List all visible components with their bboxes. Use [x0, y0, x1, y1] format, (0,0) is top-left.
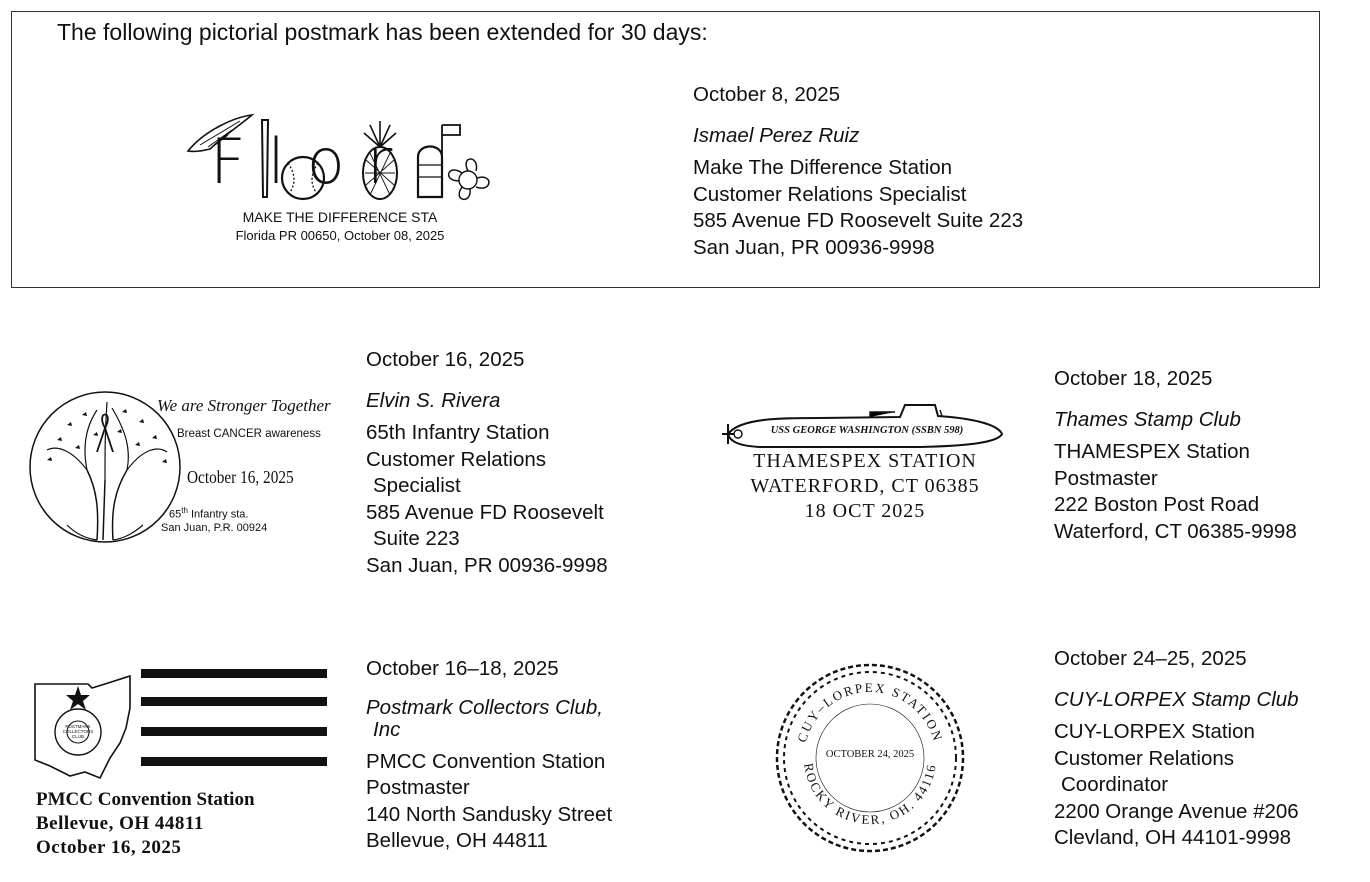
pmcc-date: October 16–18, 2025: [366, 657, 559, 680]
infantry-address2: Suite 223: [373, 527, 460, 550]
cuy-title1: Customer Relations: [1054, 746, 1235, 770]
infantry-stamp-sta-num: 65: [169, 508, 182, 521]
thamespex-address2: Waterford, CT 06385-9998: [1054, 519, 1297, 543]
florida-title: Customer Relations Specialist: [693, 182, 967, 206]
florida-date: October 8, 2025: [693, 83, 841, 106]
cuy-sponsor: CUY-LORPEX Stamp Club: [1054, 687, 1299, 711]
florida-station: Make The Difference Station: [693, 156, 953, 179]
florida-sponsor: Ismael Perez Ruiz: [693, 123, 860, 147]
cuy-title2: Coordinator: [1061, 773, 1169, 796]
svg-text:ROCKY RIVER, OH. 44116: [801, 762, 939, 827]
infantry-stamp-awareness-2: awareness: [265, 428, 321, 440]
pmcc-address2: Bellevue, OH 44811: [366, 829, 548, 852]
cuy-info: [1054, 646, 1299, 852]
cuy-stamp-bottom: ROCKY RIVER, OH. 44116: [801, 761, 939, 828]
pmcc-info: [366, 656, 612, 855]
florida-address2: San Juan, PR 00936-9998: [693, 235, 935, 259]
cuy-station: CUY-LORPEX Station: [1054, 720, 1255, 743]
pmcc-title: Postmaster: [366, 776, 470, 799]
cuy-address2: Clevland, OH 44101-9998: [1054, 826, 1292, 849]
florida-stamp-word: Flor: [210, 125, 415, 198]
thamespex-sponsor: Thames Stamp Club: [1054, 407, 1241, 431]
cuy-stamp-top: CUY–LORPEX STATION: [794, 679, 946, 745]
extension-notice: The following pictorial postmark has been extended for 30 days:: [57, 19, 708, 45]
infantry-stamp-city: San Juan, P.R. 00924: [161, 522, 268, 534]
infantry-sponsor: Elvin S. Rivera: [366, 388, 501, 412]
pmcc-stamp-line1: PMCC Convention Station: [36, 789, 255, 810]
pmcc-address1: 140 North Sandusky Street: [366, 802, 613, 826]
infantry-title2: Specialist: [373, 474, 461, 497]
thamespex-address1: 222 Boston Post Road: [1054, 493, 1260, 516]
cuy-address1: 2200 Orange Avenue #206: [1054, 799, 1299, 823]
cuy-stamp-date: OCTOBER 24, 2025: [825, 749, 915, 760]
thamespex-title: Postmaster: [1054, 466, 1158, 490]
thamespex-station: THAMESPEX Station: [1054, 440, 1250, 463]
cuy-postmark: [772, 660, 968, 856]
infantry-stamp-date: October 16, 2025: [187, 467, 294, 487]
thamespex-stamp-sub: USS GEORGE WASHINGTON (SSBN 598): [770, 425, 964, 436]
pmcc-sponsor1: Postmark Collectors Club,: [366, 695, 603, 719]
thamespex-stamp-line3: 18 OCT 2025: [804, 500, 926, 522]
infantry-station: 65th Infantry Station: [366, 421, 550, 444]
florida-info: [693, 82, 1023, 261]
thamespex-stamp-line1: THAMESPEX STATION: [753, 450, 977, 472]
infantry-stamp-sta: [169, 506, 248, 521]
pmcc-station: PMCC Convention Station: [366, 749, 606, 773]
infantry-address1: 585 Avenue FD Roosevelt: [366, 500, 604, 524]
infantry-stamp-awareness-1: Breast CANCER: [177, 428, 262, 440]
thamespex-info: [1054, 366, 1297, 545]
pmcc-postmark: [30, 668, 340, 868]
infantry-title1: Customer Relations: [366, 447, 547, 471]
florida-postmark: [180, 105, 500, 250]
cuy-date: October 24–25, 2025: [1054, 647, 1247, 670]
pmcc-sponsor2: Inc: [373, 717, 401, 741]
infantry-stamp-script: We are Stronger Together: [157, 396, 331, 415]
thamespex-date: October 18, 2025: [1054, 367, 1213, 390]
infantry-stamp-sta-rest: Infantry sta.: [187, 508, 249, 521]
infantry-date: October 16, 2025: [366, 348, 525, 371]
florida-address1: 585 Avenue FD Roosevelt Suite 223: [693, 209, 1024, 232]
florida-stamp-line1: MAKE THE DIFFERENCE STA: [242, 209, 438, 225]
florida-stamp-line2: Florida PR 00650, October 08, 2025: [235, 228, 445, 243]
infantry-stamp-sta-sup: th: [181, 506, 188, 515]
infantry-postmark: [27, 390, 347, 550]
pmcc-stamp-line3: October 16, 2025: [36, 837, 182, 858]
pmcc-stamp-line2: Bellevue, OH 44811: [36, 813, 204, 834]
thamespex-stamp-line2: WATERFORD, CT 06385: [750, 475, 980, 497]
thamespex-postmark: [720, 398, 1010, 523]
infantry-info: [366, 347, 608, 579]
pmcc-stamp-seal: POSTMARK COLLECTORS CLUB: [62, 724, 94, 739]
infantry-address3: San Juan, PR 00936-9998: [366, 553, 608, 577]
infantry-stamp-awareness: [177, 428, 321, 440]
